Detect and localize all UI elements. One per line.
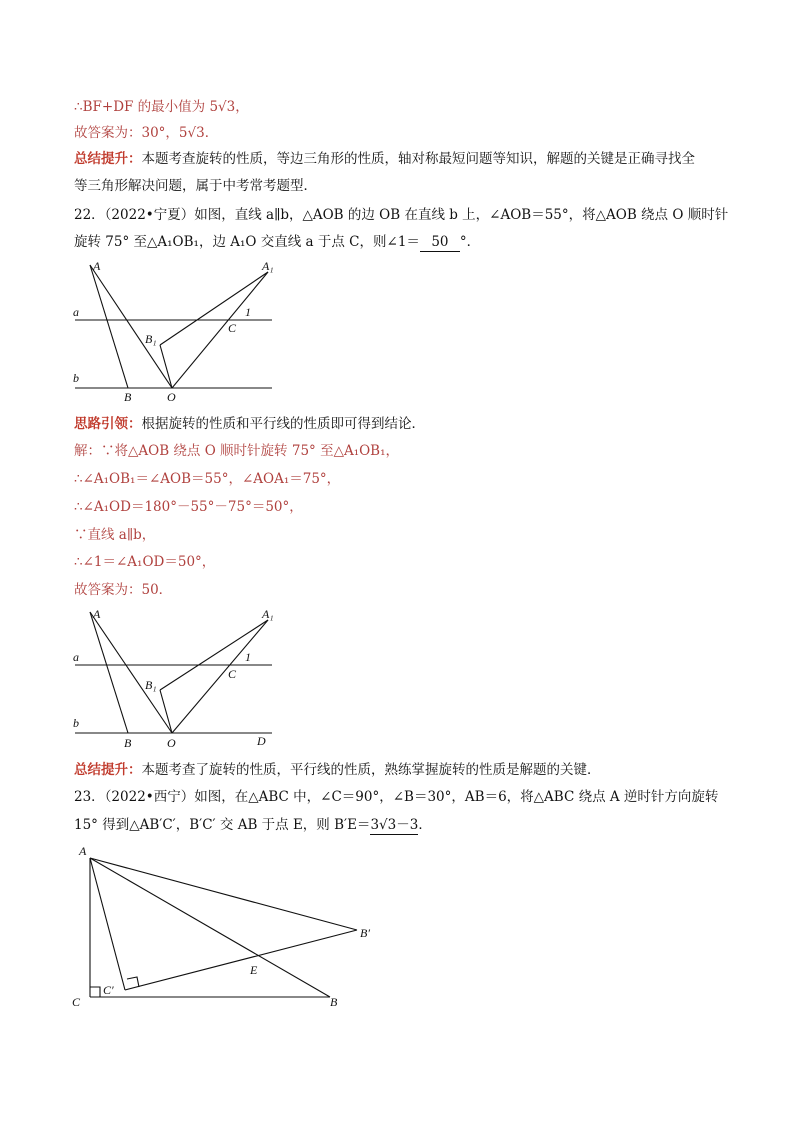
text: 旋转 75° 至△A₁OB₁，边 A₁O 交直线 a 于点 C，则∠1＝ [74, 234, 420, 250]
summary-label: 总结提升： [74, 151, 142, 167]
text-line: ∴BF+DF 的最小值为 5√3， [74, 99, 249, 115]
figure-3 [72, 844, 370, 1009]
label-angle1: 1 [245, 650, 251, 664]
label-A: A [79, 844, 87, 858]
label-B1: B₁ [145, 678, 157, 692]
question-22: 22．（2022•宁夏）如图，直线 a∥b，△AOB 的边 OB 在直线 b 上，∠AOB＝55°，将△AOB 绕点 O 顺时针 [74, 207, 729, 223]
label-B1: B₁ [145, 332, 157, 346]
hint-label: 思路引领： [74, 416, 142, 432]
label-C-prime: C′ [103, 983, 114, 997]
label-C: C [228, 667, 237, 681]
label-B: B [124, 736, 132, 750]
answer-blank: 3√3－3 [370, 817, 419, 833]
label-a: a [73, 650, 79, 664]
label-B: B [330, 995, 338, 1009]
text: °． [459, 234, 481, 250]
answer-blank: 50 [420, 233, 460, 252]
label-C: C [228, 321, 237, 335]
question-23-cont [74, 816, 432, 835]
solution-line: ∴∠1＝∠A₁OD＝50°， [74, 554, 216, 570]
solution-line: 故答案为：50． [74, 582, 173, 598]
label-B-prime: B′ [360, 926, 370, 940]
question-23: 23．（2022•西宁）如图，在△ABC 中，∠C＝90°，∠B＝30°，AB＝6，将△ABC 绕点 A 逆时针方向旋转 [74, 789, 719, 805]
text: 本题考查了旋转的性质，平行线的性质，熟练掌握旋转的性质是解题的关键． [141, 762, 601, 778]
solution-line: 解：∵将△AOB 绕点 O 顺时针旋转 75° 至△A₁OB₁， [74, 443, 400, 459]
summary-line [74, 761, 601, 779]
label-angle1: 1 [245, 305, 251, 319]
text-line: 等三角形解决问题，属于中考常考题型． [74, 178, 317, 194]
label-E: E [250, 963, 258, 977]
solution-line: ∴∠A₁OD＝180°－55°－75°＝50°， [74, 499, 303, 515]
label-A: A [93, 607, 101, 621]
solution-line: ∵直线 a∥b， [74, 527, 156, 543]
label-O: O [167, 736, 176, 750]
label-B: B [124, 390, 132, 404]
label-A1: A₁ [262, 259, 274, 273]
label-C: C [72, 995, 81, 1009]
text: ． [418, 817, 432, 833]
text-line: 故答案为：30°，5√3． [74, 125, 219, 141]
hint-line [74, 415, 425, 433]
solution-line: ∴∠A₁OB₁＝∠AOB＝55°，∠AOA₁＝75°， [74, 471, 341, 487]
label-b: b [73, 371, 79, 385]
label-O: O [167, 390, 176, 404]
summary-label: 总结提升： [74, 762, 142, 778]
label-b: b [73, 716, 79, 730]
figure-2 [73, 607, 274, 750]
text: 15° 得到△AB′C′，B′C′ 交 AB 于点 E，则 B′E＝ [74, 817, 371, 833]
label-A1: A₁ [262, 607, 274, 621]
label-D: D [257, 734, 266, 748]
label-a: a [73, 305, 79, 319]
text: 根据旋转的性质和平行线的性质即可得到结论． [141, 416, 425, 432]
text: 本题考查旋转的性质，等边三角形的性质，轴对称最短问题等知识，解题的关键是正确寻找全 [141, 151, 695, 167]
label-A: A [93, 259, 101, 273]
figure-1 [73, 259, 274, 404]
